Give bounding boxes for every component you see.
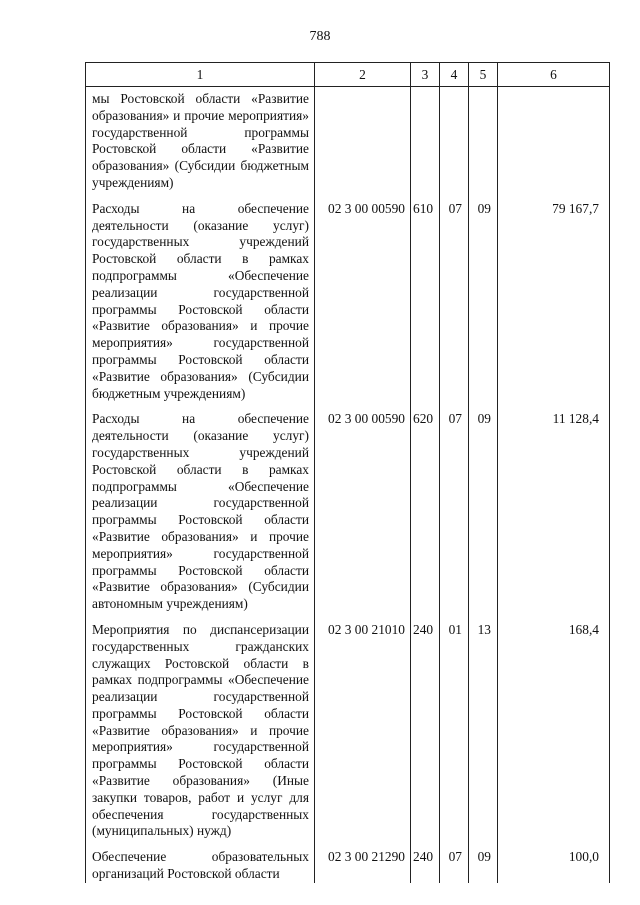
row-section: 07: [440, 201, 469, 403]
row-expense-type: 240: [411, 849, 440, 883]
row-spacer: [86, 840, 610, 849]
row-expense-type: 610: [411, 201, 440, 403]
table-header-row: [86, 63, 610, 87]
row-subsection: 13: [469, 622, 498, 840]
row-description: Расходы на обеспечение деятельности (оказание услуг) государственных учреждений Ростовской области в рамках подпрограммы «Обеспечение реализации государственной программы Ростовской области «Развитие образования» и прочие мероприятия» государственной программы Ростовской области «Развитие образования» (Субсидии автономным учреждениям): [86, 411, 315, 613]
row-section: [440, 87, 469, 192]
row-spacer: [86, 192, 610, 201]
row-section: 01: [440, 622, 469, 840]
row-target-code: [315, 87, 411, 192]
row-spacer: [86, 402, 610, 411]
row-subsection: 09: [469, 849, 498, 883]
row-target-code: 02 3 00 21010: [315, 622, 411, 840]
row-description: мы Ростовской области «Развитие образования» и прочие мероприятия» государственной программы Ростовской области «Развитие образования» (Субсидии бюджетным учреждениям): [86, 87, 315, 192]
table-row: [86, 849, 610, 883]
column-header-1: 1: [86, 63, 315, 87]
column-header-3: 3: [411, 63, 440, 87]
row-target-code: 02 3 00 21290: [315, 849, 411, 883]
table-row: [86, 201, 610, 403]
row-subsection: 09: [469, 201, 498, 403]
page-number: 788: [309, 29, 331, 44]
row-expense-type: 620: [411, 411, 440, 613]
row-section: 07: [440, 411, 469, 613]
column-header-2: 2: [315, 63, 411, 87]
row-expense-type: [411, 87, 440, 192]
row-target-code: 02 3 00 00590: [315, 201, 411, 403]
row-description: Обеспечение образовательных организаций Ростовской области: [86, 849, 315, 883]
table-row: [86, 411, 610, 613]
row-amount: 168,4: [498, 622, 610, 840]
row-spacer: [86, 613, 610, 622]
row-description: Мероприятия по диспансеризации государственных гражданских служащих Ростовской области в рамках подпрограммы «Обеспечение реализации государственной программы Ростовской области «Развитие образования» и прочие мероприятия» государственной программы Ростовской области «Развитие образования» (Иные закупки товаров, работ и услуг для обеспечения государственных (муниципальных) нужд): [86, 622, 315, 840]
row-amount: [498, 87, 610, 192]
row-description: Расходы на обеспечение деятельности (оказание услуг) государственных учреждений Ростовской области в рамках подпрограммы «Обеспечение реализации государственной программы Ростовской области «Развитие образования» и прочие мероприятия» государственной программы Ростовской области «Развитие образования» (Субсидии бюджетным учреждениям): [86, 201, 315, 403]
column-header-4: 4: [440, 63, 469, 87]
row-amount: 100,0: [498, 849, 610, 883]
row-target-code: 02 3 00 00590: [315, 411, 411, 613]
row-subsection: 09: [469, 411, 498, 613]
row-subsection: [469, 87, 498, 192]
row-section: 07: [440, 849, 469, 883]
row-amount: 79 167,7: [498, 201, 610, 403]
row-expense-type: 240: [411, 622, 440, 840]
table-row: [86, 622, 610, 840]
column-header-6: 6: [498, 63, 610, 87]
budget-table: [85, 62, 610, 883]
row-amount: 11 128,4: [498, 411, 610, 613]
table-row: [86, 87, 610, 192]
column-header-5: 5: [469, 63, 498, 87]
